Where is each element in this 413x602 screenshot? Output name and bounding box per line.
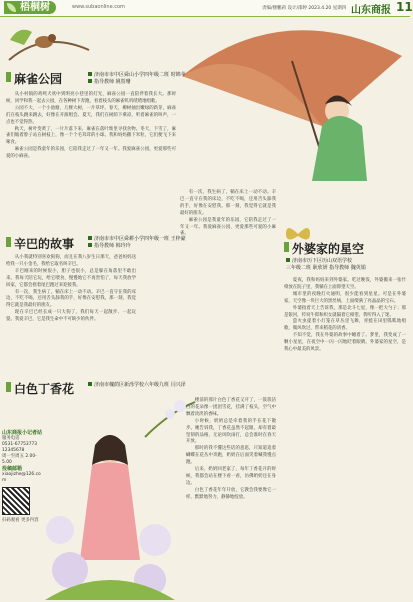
column-name: 梧桐树 — [20, 2, 50, 13]
article-body-continued: 有一次，我生病了，躺在床上一动不动。辛巴一直守在我的床边，不吃不喝，还用舌头舔我的手，好像在安慰我。那一刻，我觉得它就是我最好的朋友。 麻雀公园是我童年的乐园，它陪我走过了一年又一年。我爱麻雀公园，更爱那些可爱的小麻雀。 — [180, 190, 276, 237]
column-badge — [4, 1, 56, 14]
article-title: 白色丁香花 — [14, 382, 75, 396]
article-body: 从小村镇的鸡鸣犬吠中到明亮小巷里的灯光，麻雀公园一直陪伴着我长大。那时候，同学和我一起去公园，在各种树下奔跑，看着枝头的麻雀叽叽喳喳地唱歌。 公园不大，一个小池塘，几棵大树，一片草坪。春天，柳树抽出嫩绿的新芽，麻雀们在枝头跳来跳去，好像在开演唱会。夏天，我们在树荫下乘凉，听着麻雀的叫声，一点也不觉得热。 秋天，树叶变黄了，一片片落下来，麻雀在落叶堆里寻找食物。冬天，下雪了，麻雀们缩着脖子站在树枝上，像一个个毛茸茸的小球。我和妈妈撒下米粒，它们便飞下来啄食。 麻雀公园是我童年的乐园，它陪我走过了一年又一年。我爱麻雀公园，更爱那些可爱的小麻雀。 — [6, 92, 176, 160]
sidebar-email-label: 投稿邮箱 — [2, 466, 23, 472]
sidebar-phone: 0531-67753773 — [2, 442, 38, 447]
article-title: 辛巴的故事 — [14, 237, 75, 251]
qr-code[interactable] — [2, 487, 30, 515]
article-body: 夏夜，我和妈妈来到外婆家。吃过晚饭，外婆搬来一张竹椅放在院子里，我躺在上面仰望天空。 城市里的夜晚灯火通明，很少能看到星星。可是在外婆家，天空像一块巨大的黑丝绒，上面缀满了亮晶晶的宝石。 外婆指着天上告诉我，那是北斗七星，像一把大勺子；那是银河，传说牛郎和织女就隔着它相望。我听得入了迷。 萤火虫提着小灯笼在草丛里飞舞，青蛙在田里呱呱地唱歌，微风吹过，带来稻花的清香。 不知不觉，我在外婆的故事中睡着了。梦里，我变成了一颗小星星，在夜空中一闪一闪地眨着眼睛。外婆家的星空，是我心中最美的风景。 — [284, 278, 406, 353]
editor-meta: 责编/楼鹏莉 设计/邵婷 2023.4.20 星期四 — [262, 6, 347, 11]
article-byline: 济南市市中区舜耕小学四年级一班 王梓豪 指导教师 韩玲玲 — [88, 236, 208, 250]
sidebar-email: xiaojizhe@126.com — [2, 472, 41, 483]
title-marker — [6, 72, 11, 82]
sidebar-subtitle: 服务电话 — [2, 436, 20, 441]
article-title: 外婆家的星空 — [292, 242, 365, 256]
qr-caption: 扫码观看 更多内容 — [2, 518, 39, 523]
sidebar-title: 山东商报小记者站 — [2, 430, 43, 436]
leaf-icon — [7, 3, 16, 12]
article-title: 麻雀公园 — [14, 72, 63, 86]
article-body: 从小我就特别喜欢狗狗，而且在我八岁生日那天，爸爸妈妈送给我一只小金毛，我给它取名叫辛巴。 辛巴刚来的时候很小，胆子也很小，总是躲在角落里不敢出来。我每天陪它玩，给它喂食，慢慢地它不再害怕了，每天我放学回家，它都会摇着尾巴跑过来迎接我。 有一次，我生病了，躺在床上一动不动。辛巴一直守在我的床边，不吃不喝，还用舌头舔我的手，好像在安慰我。那一刻，我觉得它就是我最好的朋友。 现在辛巴已经长成一只大狗了，我们每天一起散步、一起玩耍。我爱辛巴，它是我生命中不可缺少的伙伴。 — [6, 255, 136, 323]
umbrella-girl-illustration — [172, 16, 410, 186]
title-marker — [284, 242, 289, 252]
paper-name: 山东商报 — [351, 5, 391, 16]
article-byline: 济南市槐荫区新泺学校六年级九班 闫兴泽 — [88, 382, 218, 389]
sidebar-hours: 周一至周五 2.00-5.00 — [2, 454, 37, 465]
contact-sidebar — [2, 430, 42, 524]
article-byline: 济南市市中区舜山小学四年级二班 时锦苹 指导教师 姚贺珊 — [88, 72, 198, 86]
title-marker — [6, 237, 11, 247]
page-number: 11 — [396, 0, 413, 14]
sidebar-fax: 12345678 — [2, 448, 25, 453]
title-marker — [6, 382, 11, 392]
article-body: 楼前的那片白色丁香花又开了，一簇簇洁白的花朵像一团团雪花，挂满了枝头，空气中飘着淡淡的香味。 小时候，奶奶总是牵着我的手在花下散步。她告诉我，丁香花虽然不起眼，却有着最坚韧的品格，无论风吹雨打，总会准时在春天开放。 那时的我不懂这些话的意思，只知道追着蝴蝶在花丛中奔跑，奶奶在后面笑着喊我慢点跑。 后来，奶奶回老家了，每年丁香花开的时候，我都会站在楼下看一看，仿佛奶奶还在身边。 白色丁香花年年开放，它教会我要像它一样，默默地努力，静静地绽放。 — [186, 398, 276, 500]
sparrow-illustration — [4, 20, 94, 70]
page-header — [0, 0, 413, 17]
article-byline: 济南市历下区历山双语学校 三年级二班 耿欣妍 指导教师 魏英娟 — [286, 258, 366, 271]
website-url: www.subaonline.com — [72, 4, 125, 10]
